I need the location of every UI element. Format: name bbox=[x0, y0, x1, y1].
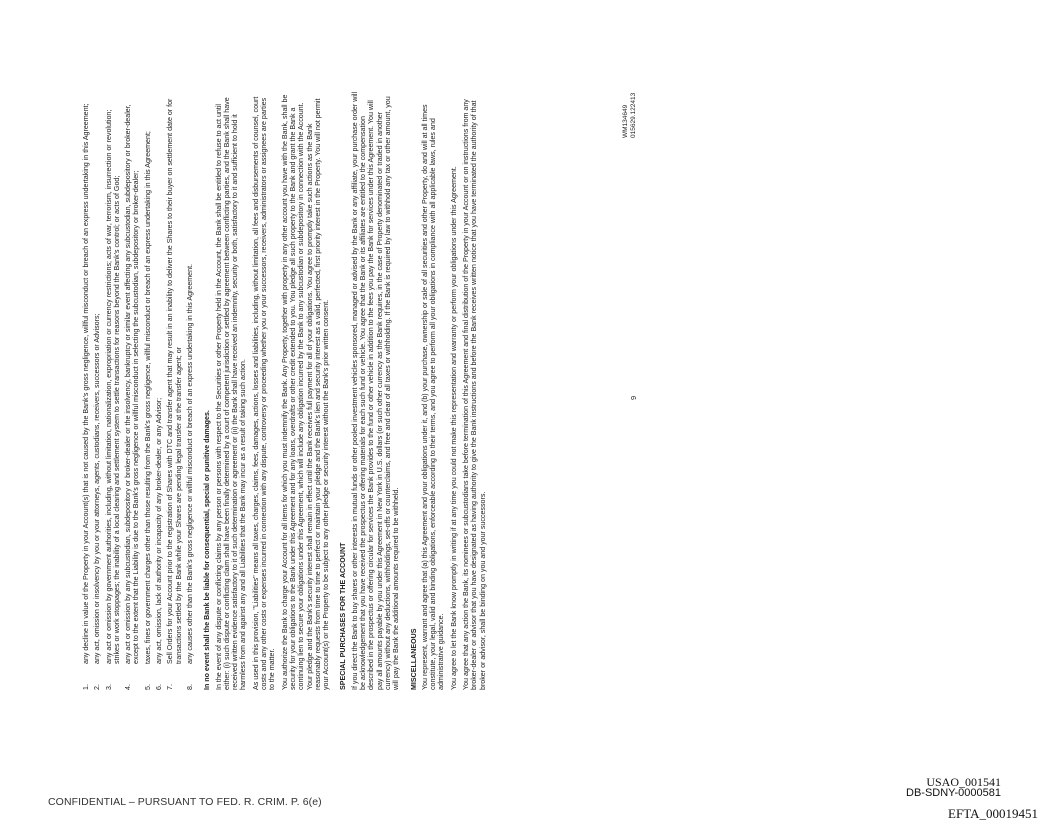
paragraph: You agree to let the Bank know promptly in writing if at any time you could not make this representation and warranty or perform your obligations under this Agreement. bbox=[449, 166, 458, 690]
list-item: 5. taxes, fines or government charges other than those resulting from the Bank's gross negligence, willful misconduct or breach of an express undertaking in this Agreement; bbox=[143, 131, 152, 690]
list-item: 6. any act, omission, lack of authority or incapacity of any broker-dealer, or any Advisor; bbox=[155, 397, 164, 690]
list-item: 4. any act or omission by any subcustodian, subdepository or broker-dealer or the insolvency, bankruptcy or similar event affecting any subcustodian, subdepository or broker-dealer, except to the extent that the Liability is due to the Bank's gross negligence or willful misconduct in selecting the subcustodian, subdepository or broker-dealer; bbox=[124, 104, 141, 690]
rotated-document-body bbox=[82, 90, 642, 690]
confidential-footer: CONFIDENTIAL – PURSUANT TO FED. R. CRIM. P. 6(e) bbox=[48, 796, 322, 808]
paragraph: If you direct the Bank to buy shares or other interests in mutual funds or other pooled investment vehicles sponsored, managed or advised by the Bank or any affiliate, your purchase order will be acknowledgement that you have received the prospectus or offering materials for each such fund or vehicle. You agree that the Bank or its affiliates are entitled to the compensation described in the prospectus or offering circular for services the Bank provides to the fund or other vehicle in addition to the fees you pay the Bank for services under this Agreement. You will pay all amounts payable by you under this Agreement in New York in U.S. dollars (or such other currency as the Bank requires, in the case of Property denominated or traded in another currency) without any deductions, withholdings, set-offs or counterclaims, and free and clear of all taxes or withholding. If the Bank is required by law to withhold any tax or other amount, you will pay the Bank the additional amounts required to be withheld. bbox=[350, 91, 401, 690]
list-item: 3. any act or omission by government authorities, including, without limitation, nationalization, expropriation or currency restrictions; acts of war, terrorism, insurrection or revolution; strikes or work stoppages; the inability of a local clearing and settlement system to settle transactions for reasons beyond the Bank's control; or acts of God; bbox=[104, 109, 121, 690]
list-item: 7. Sell Orders for your Account prior to the registration of Shares with DTC and transfer agent that may result in an inability to deliver the Shares to their buyer on settlement date or for transactions settled by the Bank while your Shares are pending legal transfer at the transfer agent; or bbox=[166, 98, 183, 690]
paragraph: You represent, warrant and agree that (a) this Agreement and your obligations under it, and (b) your purchase, ownership or sale of all securities and other Property, do and will at all times constitute, your legal, valid and binding obligations, enforceable according to their terms, and you agree to perform all your obligations in compliance with all applicable laws, rules and administrative guidance. bbox=[420, 104, 446, 690]
usao-number: USAO_001541 bbox=[926, 775, 1001, 789]
paragraph: In the event of any dispute or conflicting claims by any person or persons with respect to the Securities or other Property held in the Account, the Bank shall be entitled to refuse to act until either: (i) such dispute or conflicting claim shall have been finally determined by a court of competent jurisdiction or settled by agreement between conflicting parties, and the Bank shall have received written evidence satisfactory to it of such determination or agreement or (ii) the Bank shall have received an indemnity, security or both, satisfactory to it and sufficient to hold it harmless from and against any and all Liabilities that the Bank may incur as a result of taking such action. bbox=[214, 97, 248, 690]
paragraph: You agree that any action the Bank, its nominees or subcustodians take before termination of this Agreement and final distribution of the Property in your Account or on instructions from any broker-dealer or advisor that you have designated as having authority to give the Bank instructions and before the Bank receives written notice that you have terminated the authority of that broker or advisor, shall be binding on you and your successors. bbox=[461, 99, 487, 690]
list-item: 1. any decline in value of the Property in your Account(s) that is not caused by the Bank's gross negligence, willful misconduct or breach of an express undertaking in this Agreement; bbox=[82, 103, 90, 690]
miscellaneous-heading: MISCELLANEOUS bbox=[409, 628, 418, 690]
bates-stamp bbox=[906, 776, 1038, 822]
efta-number: EFTA_00019451 bbox=[948, 806, 1038, 821]
wm-code: WM134649 bbox=[622, 104, 629, 138]
wm-date-code: 015629.122413 bbox=[629, 92, 637, 138]
paragraph: As used in this provision, "Liabilities" means all taxes, charges, claims, fees, damages, actions, losses and liabilities, including, without limitation, all fees and disbursements of counsel, court costs and any other costs or expenses incurred in connection with any dispute, controversy or proceeding whether you or your successors, receivers, administrators or assignees are parties to the matter. bbox=[251, 96, 277, 690]
page-number: 9 bbox=[629, 395, 638, 400]
paragraph: You authorize the Bank to charge your Account for all items for which you must indemnify the Bank. Any Property, together with property in any other account you have with the Bank, shall be security for your obligations to the Bank under this Agreement and for any loans, overdrafts or other credit extended to you. You pledge all such property to the Bank and grant the Bank a continuing lien to secure your obligations under this Agreement, which will include any obligation incurred by the Bank to any subcustodian or subdepository in connection with the Account. Your pledge and the Bank's security interest shall remain in effect until the Bank receives full payment for all of your obligations. You agree to promptly take such actions as the Bank reasonably requests from time to time to perfect or maintain your pledge and the Bank's lien and security interest as a valid, perfected, first priority interest in the Property. You will not permit your Account(s) or the Property to be subject to any other pledge or security interest without the Bank's prior written consent. bbox=[280, 94, 331, 690]
liability-exclusion-list bbox=[82, 90, 194, 690]
list-item: 2. any act, omission or insolvency by you or your attorneys, agents, custodians, receivers, successors or Advisors; bbox=[93, 313, 102, 690]
special-purchases-heading: SPECIAL PURCHASES FOR THE ACCOUNT bbox=[339, 542, 348, 690]
wm-codes bbox=[622, 93, 637, 138]
list-item: 8. any causes other than the Bank's gross negligence or willful misconduct or breach of an express undertaking in this Agreement. bbox=[185, 263, 194, 690]
no-event-heading: In no event shall the Bank be liable for consequential, special or punitive damages. bbox=[203, 410, 212, 690]
sdny-number: DB-SDNY-0000581 bbox=[906, 787, 1001, 799]
